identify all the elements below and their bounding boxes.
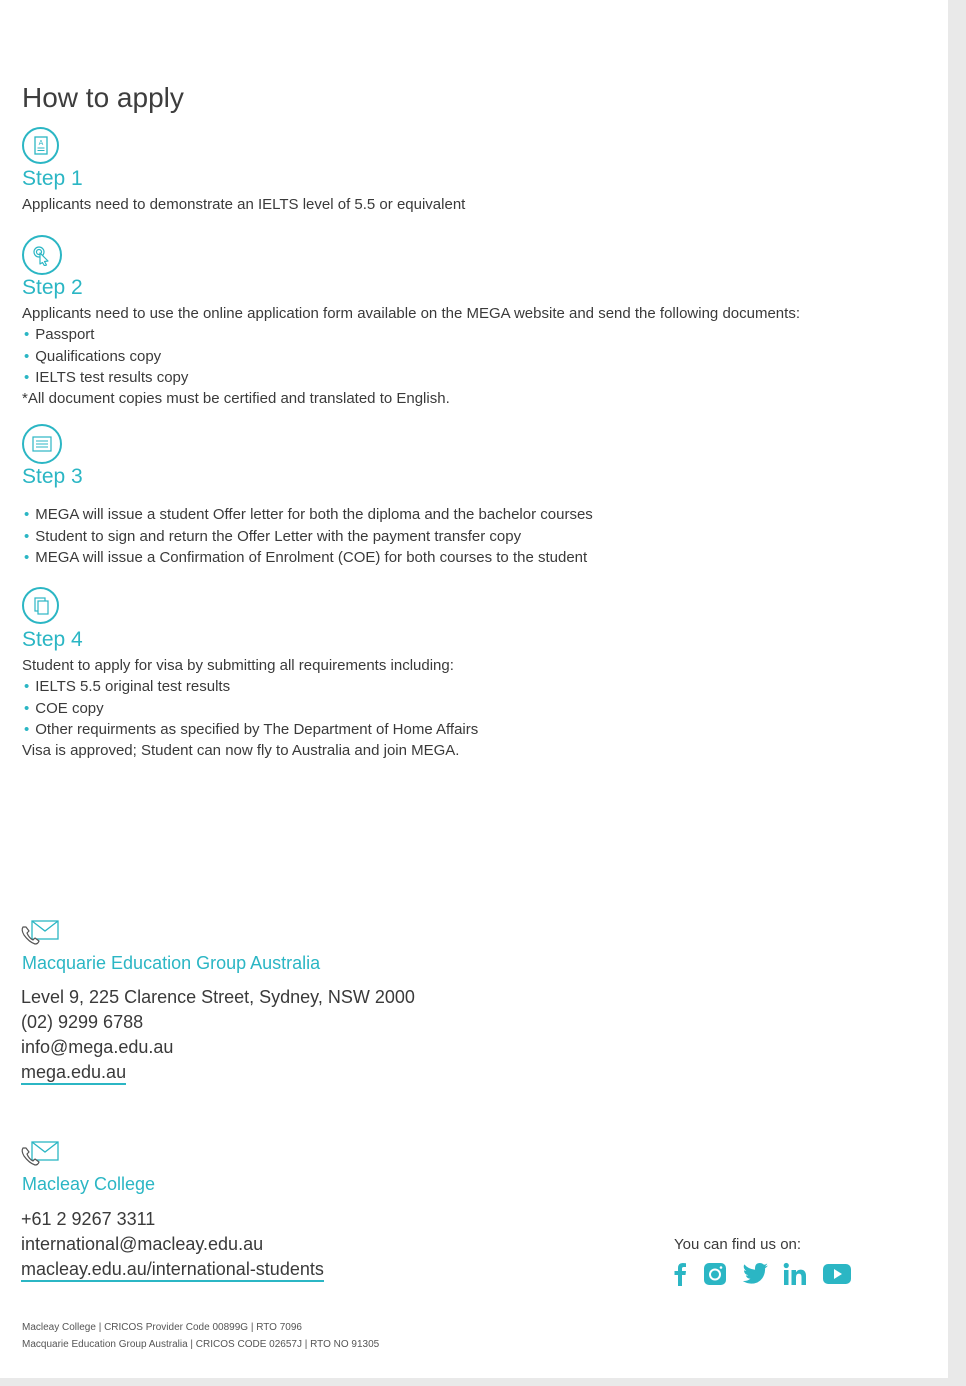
list-item: • Passport: [24, 326, 95, 343]
macleay-website-link[interactable]: macleay.edu.au/international-students: [21, 1259, 324, 1282]
macleay-org-name: Macleay College: [22, 1174, 156, 1194]
facebook-icon[interactable]: [673, 1262, 687, 1291]
page-title: How to apply: [22, 82, 184, 113]
list-item: • MEGA will issue a student Offer letter for both the diploma and the bachelor courses: [24, 506, 593, 523]
step-2-bullet-list: [22, 324, 188, 389]
step-4-bullet-list: [22, 676, 478, 741]
step-1-title: Step 1: [22, 167, 83, 190]
mega-contact-block: [21, 985, 415, 1085]
list-item: • Student to sign and return the Offer Letter with the payment transfer copy: [24, 527, 522, 545]
macleay-contact-block: [21, 1207, 324, 1282]
step-2-title: Step 2: [22, 276, 83, 299]
step-4-note: Visa is approved; Student can now fly to Australia and join MEGA.: [22, 742, 460, 759]
twitter-icon[interactable]: [742, 1262, 769, 1291]
list-item: • IELTS test results copy: [24, 369, 189, 386]
form-list-icon: [22, 424, 62, 464]
macleay-phone[interactable]: +61 2 9267 3311: [21, 1209, 156, 1229]
step-3-title: Step 3: [22, 465, 83, 488]
step-4-title: Step 4: [22, 628, 83, 651]
mega-website-link[interactable]: mega.edu.au: [21, 1062, 126, 1085]
mega-org-name: Macquarie Education Group Australia: [22, 953, 321, 973]
youtube-icon[interactable]: [822, 1262, 852, 1291]
step-1-intro: Applicants need to demonstrate an IELTS level of 5.5 or equivalent: [22, 196, 466, 213]
step-3-bullet-list: [22, 504, 593, 569]
list-item: • Other requirments as specified by The Department of Home Affairs: [24, 721, 479, 738]
list-item: • IELTS 5.5 original test results: [24, 678, 231, 695]
mega-email[interactable]: info@mega.edu.au: [21, 1037, 174, 1057]
footer-line-macleay: Macleay College | CRICOS Provider Code 00899G | RTO 7096: [22, 1322, 302, 1333]
macleay-email[interactable]: international@macleay.edu.au: [21, 1234, 264, 1254]
list-item: • Qualifications copy: [24, 347, 162, 365]
find-us-label: You can find us on:: [674, 1236, 802, 1253]
svg-text:A: A: [38, 139, 43, 147]
linkedin-icon[interactable]: [783, 1262, 807, 1291]
footer-legal: [22, 1319, 379, 1353]
step-2-note: *All document copies must be certified and translated to English.: [22, 390, 450, 407]
step-4-intro: Student to apply for visa by submitting all requirements including:: [22, 657, 454, 674]
list-item: • MEGA will issue a Confirmation of Enrolment (COE) for both courses to the student: [24, 549, 588, 566]
document-a-icon: [22, 127, 59, 164]
envelope-phone-icon: [20, 918, 60, 951]
mega-phone[interactable]: (02) 9299 6788: [21, 1012, 144, 1032]
footer-line-mega: Macquarie Education Group Australia | CRICOS CODE 02657J | RTO NO 91305: [22, 1339, 380, 1350]
copy-documents-icon: [22, 587, 59, 624]
mega-address: Level 9, 225 Clarence Street, Sydney, NSW 2000: [21, 987, 415, 1007]
step-2-intro: Applicants need to use the online application form available on the MEGA website and send the following documents:: [22, 305, 800, 322]
touch-pointer-icon: [22, 235, 62, 275]
envelope-phone-icon: [20, 1139, 60, 1172]
list-item: • COE copy: [24, 699, 104, 717]
instagram-icon[interactable]: [703, 1262, 727, 1291]
